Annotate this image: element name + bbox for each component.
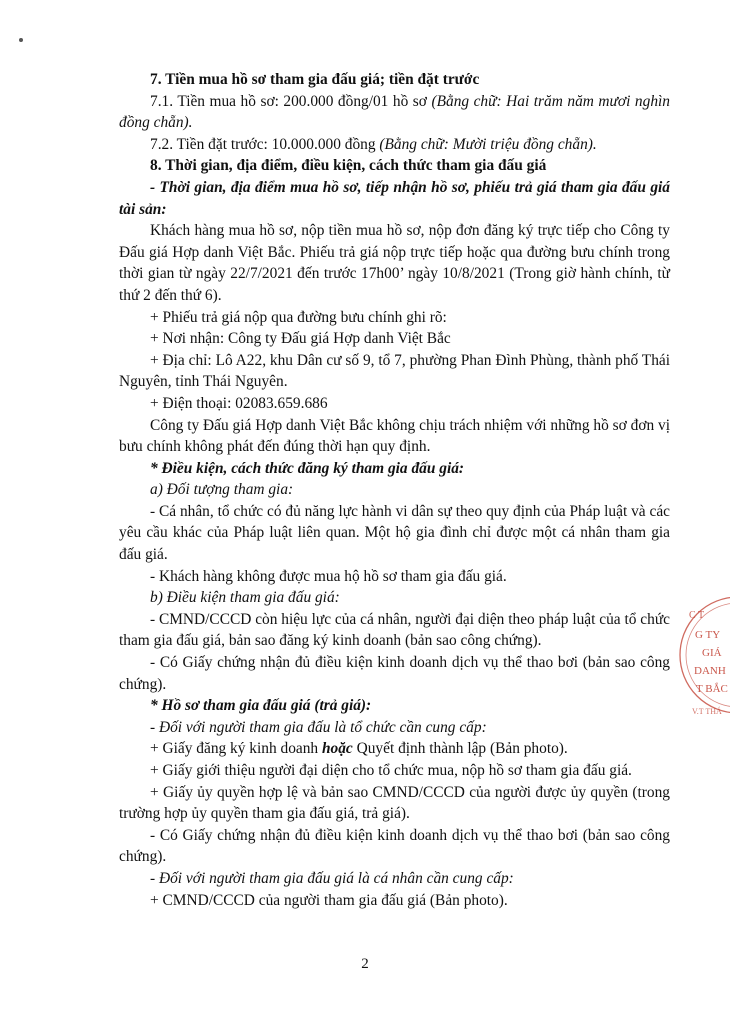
paragraph <box>119 479 670 501</box>
paragraph <box>119 825 670 868</box>
paragraph <box>119 717 670 739</box>
paragraph <box>119 890 670 912</box>
text-run: 7. Tiền mua hồ sơ tham gia đấu giá; tiền đặt trước <box>150 71 480 88</box>
svg-text:GIÁ: GIÁ <box>702 647 722 659</box>
text-run: 7.2. Tiền đặt trước: 10.000.000 đồng <box>150 135 380 153</box>
svg-text:DANH: DANH <box>694 665 726 677</box>
text-run: b) Điều kiện tham gia đấu giá: <box>150 589 340 607</box>
paragraph <box>119 134 670 156</box>
text-run: * Điều kiện, cách thức đăng ký tham gia đấu giá: <box>150 459 465 477</box>
paragraph <box>119 738 670 760</box>
text-run: a) Đối tượng tham gia: <box>150 481 294 499</box>
text-run: * Hồ sơ tham gia đấu giá (trả giá): <box>150 697 372 715</box>
svg-text:V.T THÁ: V.T THÁ <box>692 707 722 716</box>
paragraph <box>119 782 670 825</box>
text-run: - Cá nhân, tổ chức có đủ năng lực hành vi dân sự theo quy định của Pháp luật và các yêu cầu khác của Pháp luật liên quan. Một hộ gia đình chỉ được một cá nhân tham gia đấu giá. <box>119 502 670 564</box>
paragraph <box>119 566 670 588</box>
paragraph <box>119 501 670 566</box>
paragraph <box>119 307 670 329</box>
paragraph <box>119 91 670 134</box>
text-run: + Điện thoại: 02083.659.686 <box>150 394 328 412</box>
section-heading <box>119 69 670 91</box>
paragraph <box>119 760 670 782</box>
text-run: (Bằng chữ: Hai trăm năm mươi nghìn đồng chẵn). <box>119 92 670 132</box>
text-run: Khách hàng mua hồ sơ, nộp tiền mua hồ sơ, nộp đơn đăng ký trực tiếp cho Công ty Đấu giá Hợp danh Việt Bắc. Phiếu trả giá nộp trực tiếp hoặc qua đường bưu chính trong thời gian từ ngày 22/7/2021 đến trước 17h00’ ngày 10/8/2021 (Trong giờ hành chính, từ thứ 2 đến thứ 6). <box>119 222 670 304</box>
text-run: - CMND/CCCD còn hiệu lực của cá nhân, người đại diện theo pháp luật của tổ chức tham gia đấu giá, bản sao đăng ký kinh doanh (bản sao công chứng). <box>119 610 670 650</box>
text-run: 7.1. Tiền mua hồ sơ: 200.000 đồng/01 hồ sơ <box>150 92 432 110</box>
text-run: Quyết định thành lập (Bản photo). <box>352 740 568 758</box>
svg-text:C T: C T <box>689 610 705 621</box>
text-run: - Có Giấy chứng nhận đủ điều kiện kinh doanh dịch vụ thể thao bơi (bản sao công chứng). <box>119 826 670 866</box>
paragraph <box>119 393 670 415</box>
text-run: + Địa chỉ: Lô A22, khu Dân cư số 9, tổ 7, phường Phan Đình Phùng, thành phố Thái Nguyên, tỉnh Thái Nguyên. <box>119 351 670 391</box>
section-heading <box>119 155 670 177</box>
text-run: + Giấy đăng ký kinh doanh <box>150 740 322 758</box>
text-run: Công ty Đấu giá Hợp danh Việt Bắc không chịu trách nhiệm với những hồ sơ đơn vị bưu chính không phát đến đúng thời hạn quy định. <box>119 416 670 456</box>
paragraph <box>119 458 670 480</box>
text-run: - Thời gian, địa điểm mua hồ sơ, tiếp nhận hồ sơ, phiếu trả giá tham gia đấu giá tài sản: <box>119 178 670 218</box>
paragraph <box>119 177 670 220</box>
corner-mark <box>17 36 25 44</box>
paragraph <box>119 609 670 652</box>
paragraph <box>119 328 670 350</box>
paragraph <box>119 695 670 717</box>
text-run: - Đối với người tham gia đấu giá là cá nhân cần cung cấp: <box>150 869 514 887</box>
text-run: - Đối với người tham gia đấu là tổ chức cần cung cấp: <box>150 718 487 736</box>
document-body <box>119 69 670 911</box>
paragraph <box>119 587 670 609</box>
text-run: 8. Thời gian, địa điểm, điều kiện, cách thức tham gia đấu giá <box>150 157 547 175</box>
text-run: + Giấy giới thiệu người đại diện cho tổ chức mua, nộp hồ sơ tham gia đấu giá. <box>150 762 632 779</box>
company-seal <box>676 585 730 725</box>
paragraph <box>119 868 670 890</box>
svg-text:T BẮC: T BẮC <box>696 683 728 695</box>
svg-text:G TY: G TY <box>695 629 721 641</box>
text-run: + Giấy ủy quyền hợp lệ và bản sao CMND/CCCD của người được ủy quyền (trong trường hợp ủy quyền tham gia đấu giá, trả giá). <box>119 783 670 823</box>
text-run: (Bằng chữ: Mười triệu đồng chẵn). <box>379 135 597 153</box>
paragraph <box>119 220 670 306</box>
paragraph <box>119 415 670 458</box>
text-run: + Nơi nhận: Công ty Đấu giá Hợp danh Việt Bắc <box>150 330 451 348</box>
text-run: + Phiếu trả giá nộp qua đường bưu chính ghi rõ: <box>150 308 447 326</box>
text-run: - Có Giấy chứng nhận đủ điều kiện kinh doanh dịch vụ thể thao bơi (bản sao công chứng). <box>119 654 670 693</box>
page-number: 2 <box>361 956 369 972</box>
text-run: - Khách hàng không được mua hộ hồ sơ tham gia đấu giá. <box>150 567 507 585</box>
paragraph <box>119 652 670 695</box>
text-run: hoặc <box>321 740 353 758</box>
text-run: + CMND/CCCD của người tham gia đấu giá (Bản photo). <box>150 891 508 909</box>
paragraph <box>119 350 670 393</box>
